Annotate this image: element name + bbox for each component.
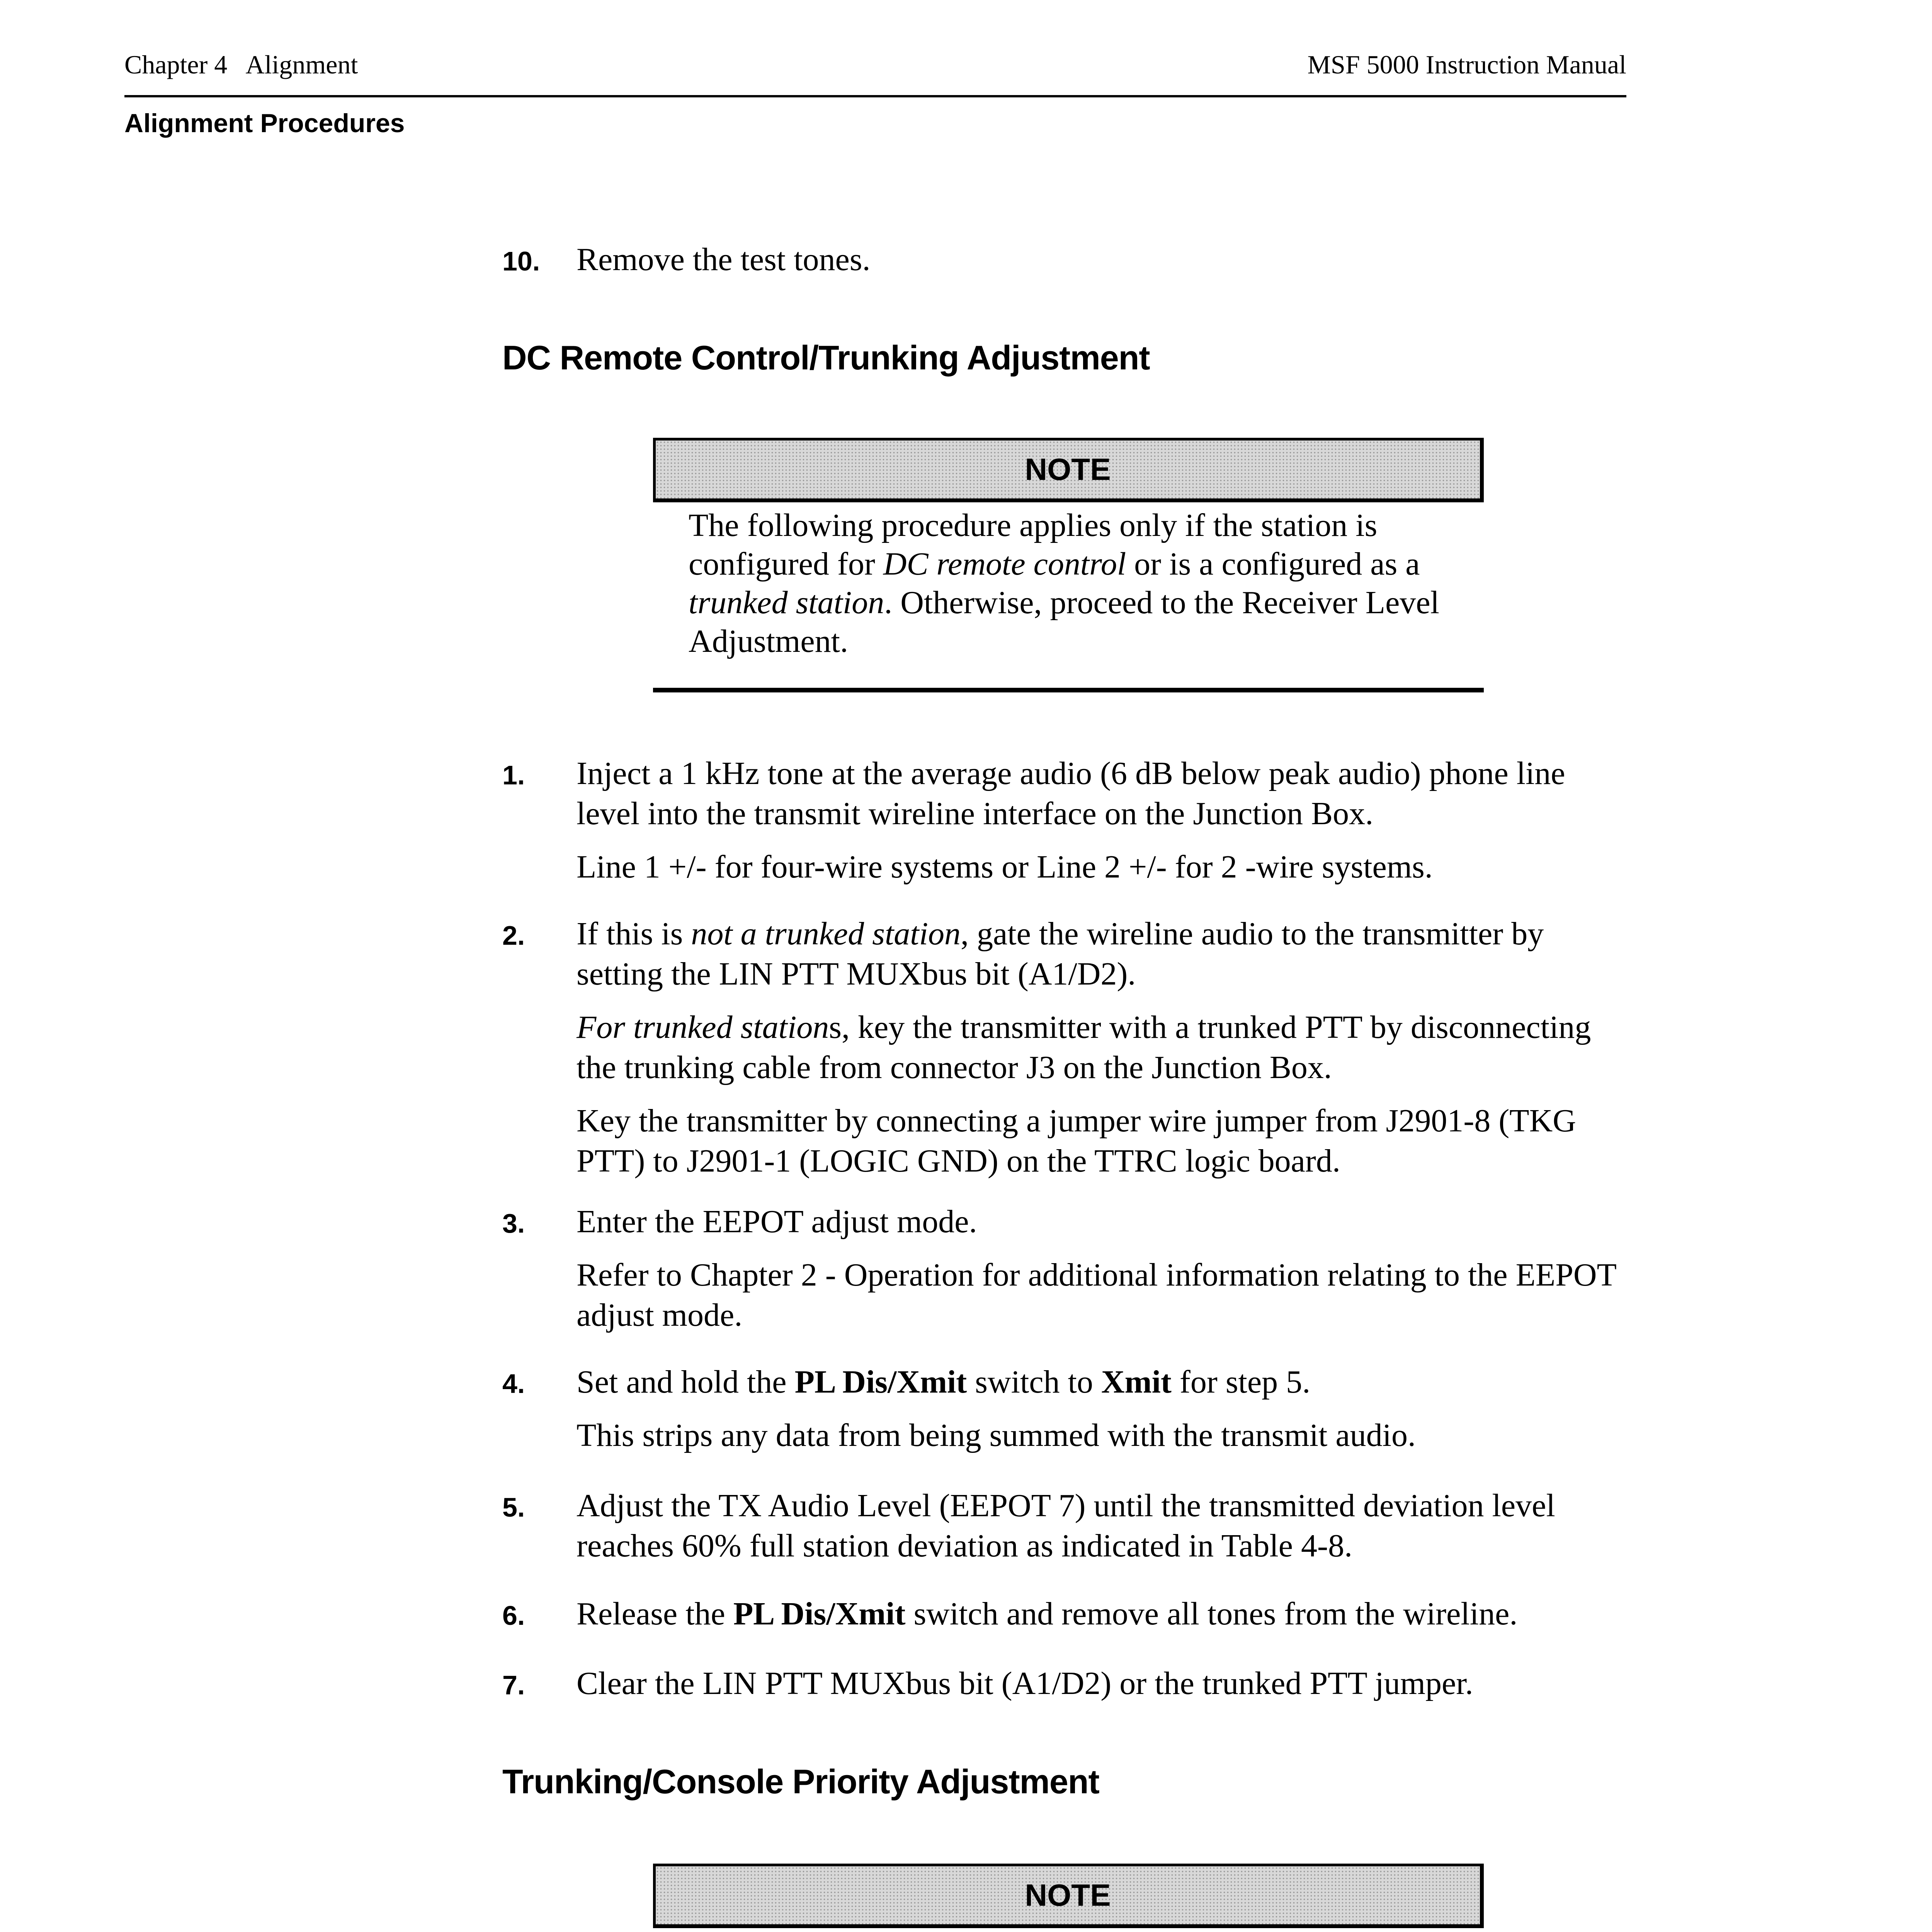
step-subtext: Key the transmitter by connecting a jumper wire jumper from J2901-8 (TKG PTT) to J2901-1 (LOGIC GND) on the TTRC logic board. xyxy=(577,1103,1576,1179)
note-text-italic: trunked station xyxy=(689,585,884,621)
step-subtext: This strips any data from being summed with the transmit audio. xyxy=(577,1417,1416,1453)
step-text: Clear the LIN PTT MUXbus bit (A1/D2) or the trunked PTT jumper. xyxy=(577,1665,1473,1701)
heading-trunking-console-priority: Trunking/Console Priority Adjustment xyxy=(502,1762,1099,1801)
note-box-console-priority xyxy=(653,1864,1484,1932)
step-1 xyxy=(502,753,1634,887)
step-subtext: Line 1 +/- for four-wire systems or Line 2 +/- for 2 -wire systems. xyxy=(577,849,1433,885)
note-header xyxy=(653,438,1484,502)
text-part: Set and hold the xyxy=(577,1364,795,1400)
text-part: Release the xyxy=(577,1596,733,1632)
switch-position: Xmit xyxy=(1101,1364,1172,1400)
step-text: Enter the EEPOT adjust mode. xyxy=(577,1204,977,1240)
step-4 xyxy=(502,1362,1634,1456)
step-text: Adjust the TX Audio Level (EEPOT 7) until the transmitted deviation level reaches 60% full station deviation as indicated in Table 4-8. xyxy=(577,1488,1555,1564)
text-italic: not a trunked station xyxy=(691,916,961,952)
step-10 xyxy=(502,240,1634,280)
step-text xyxy=(577,1362,1634,1402)
step-number: 4. xyxy=(502,1369,525,1399)
step-3 xyxy=(502,1202,1634,1335)
text-italic: For trunked station xyxy=(577,1009,829,1045)
text-part: switch and remove all tones from the wireline. xyxy=(905,1596,1518,1632)
text-part: for step 5. xyxy=(1171,1364,1311,1400)
step-number: 5. xyxy=(502,1492,525,1522)
step-subtext xyxy=(577,1007,1634,1088)
switch-name: PL Dis/Xmit xyxy=(794,1364,967,1400)
text-part: If this is xyxy=(577,916,691,952)
heading-dc-remote-trunking: DC Remote Control/Trunking Adjustment xyxy=(502,338,1150,377)
note-label: NOTE xyxy=(1025,1878,1111,1912)
note-text-italic: DC remote control xyxy=(883,546,1126,582)
step-number: 2. xyxy=(502,920,525,951)
text-part: switch to xyxy=(967,1364,1101,1400)
note-bottom-rule xyxy=(653,688,1484,692)
step-text xyxy=(577,914,1634,994)
step-number: 10. xyxy=(502,246,540,276)
step-number: 7. xyxy=(502,1670,525,1700)
running-header-chapter: Chapter 4 Alignment xyxy=(124,50,358,79)
step-text: Inject a 1 kHz tone at the average audio (6 dB below peak audio) phone line level into the transmit wireline interface on the Junction Box. xyxy=(577,755,1565,832)
step-5 xyxy=(502,1486,1634,1566)
step-6 xyxy=(502,1594,1634,1634)
step-number: 6. xyxy=(502,1600,525,1631)
step-7 xyxy=(502,1663,1634,1704)
note-text-part: The following procedure applies only if the station is configured for xyxy=(689,507,1378,582)
note-box-dc-remote xyxy=(653,438,1484,692)
note-text xyxy=(689,506,1484,661)
step-number: 3. xyxy=(502,1208,525,1238)
switch-name: PL Dis/Xmit xyxy=(733,1596,906,1632)
step-2 xyxy=(502,914,1634,1181)
step-subtext: Refer to Chapter 2 - Operation for additional information relating to the EEPOT adjust mode. xyxy=(577,1257,1616,1333)
header-divider xyxy=(124,95,1626,97)
text-part: , gate the wireline audio to the transmitter by setting the LIN PTT MUXbus bit (A1/D2). xyxy=(577,916,1544,992)
note-header xyxy=(653,1864,1484,1928)
note-text-part: or is a configured as a xyxy=(1126,546,1420,582)
running-header-manual-title: MSF 5000 Instruction Manual xyxy=(1307,50,1626,79)
step-text: Remove the test tones. xyxy=(577,242,871,277)
section-tag: Alignment Procedures xyxy=(124,109,405,138)
step-text xyxy=(577,1594,1634,1634)
step-number: 1. xyxy=(502,760,525,790)
text-part: s, key the transmitter with a trunked PTT by disconnecting the trunking cable from connector J3 on the Junction Box. xyxy=(577,1009,1591,1085)
note-text-part: . Otherwise, proceed to the Receiver Level Adjustment. xyxy=(689,585,1439,659)
note-label: NOTE xyxy=(1025,452,1111,486)
